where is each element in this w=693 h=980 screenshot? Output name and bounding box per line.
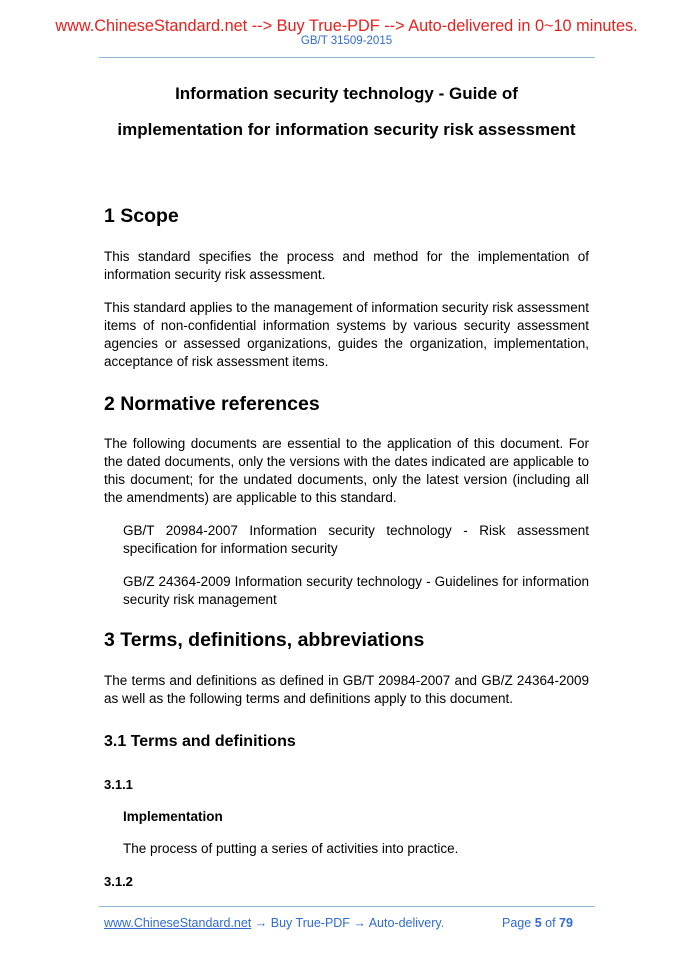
- scope-paragraph-1: This standard specifies the process and method for the implementation of information security risk assessment.: [104, 249, 589, 282]
- footer-site-link[interactable]: www.ChineseStandard.net: [104, 916, 252, 930]
- document-title-line-2: implementation for information security risk assessment: [117, 120, 576, 139]
- section-heading-scope: 1 Scope: [104, 205, 179, 227]
- page-of-label: of: [545, 916, 556, 930]
- term-name-implementation: Implementation: [123, 809, 223, 824]
- document-title-line-1: Information security technology - Guide of: [175, 84, 518, 103]
- reference-item-1: GB/T 20984-2007 Information security technology - Risk assessment specification for information security: [123, 523, 589, 556]
- term-definition-implementation: The process of putting a series of activities into practice.: [123, 841, 459, 856]
- page-indicator: [502, 916, 573, 930]
- promo-banner[interactable]: www.ChineseStandard.net --> Buy True-PDF --> Auto-delivered in 0~10 minutes.: [55, 17, 638, 35]
- section-heading-normative-references: 2 Normative references: [104, 393, 320, 415]
- page-current: 5: [534, 916, 542, 930]
- terms-paragraph: The terms and definitions as defined in GB/T 20984-2007 and GB/Z 24364-2009 as well as the following terms and definitions apply to this document.: [104, 673, 589, 706]
- footer-promo: [104, 916, 444, 930]
- page-total: 79: [559, 916, 573, 930]
- standard-code: GB/T 31509-2015: [300, 35, 393, 47]
- term-number-3-1-1: 3.1.1: [104, 777, 133, 792]
- scope-paragraph-2: This standard applies to the management of information security risk assessment items of non-confidential information systems by various security assessment agencies or assessed organizations, guides the organization, implementation, acceptance of risk assessment items.: [104, 300, 589, 369]
- subsection-heading-terms-definitions: 3.1 Terms and definitions: [104, 733, 296, 750]
- term-number-3-1-2: 3.1.2: [104, 874, 133, 889]
- normative-references-paragraph: The following documents are essential to the application of this document. For the dated documents, only the versions with the dates indicated are applicable to this document; for the undated documents, only the latest version (including all the amendments) are applicable to this standard.: [104, 436, 589, 505]
- reference-item-2: GB/Z 24364-2009 Information security technology - Guidelines for information security risk management: [123, 574, 589, 607]
- footer-promo-text: → Buy True-PDF → Auto-delivery.: [251, 916, 445, 930]
- footer-divider: [99, 906, 595, 907]
- page-label: Page: [502, 916, 532, 930]
- section-heading-terms: 3 Terms, definitions, abbreviations: [104, 629, 425, 651]
- header-divider: [99, 57, 595, 58]
